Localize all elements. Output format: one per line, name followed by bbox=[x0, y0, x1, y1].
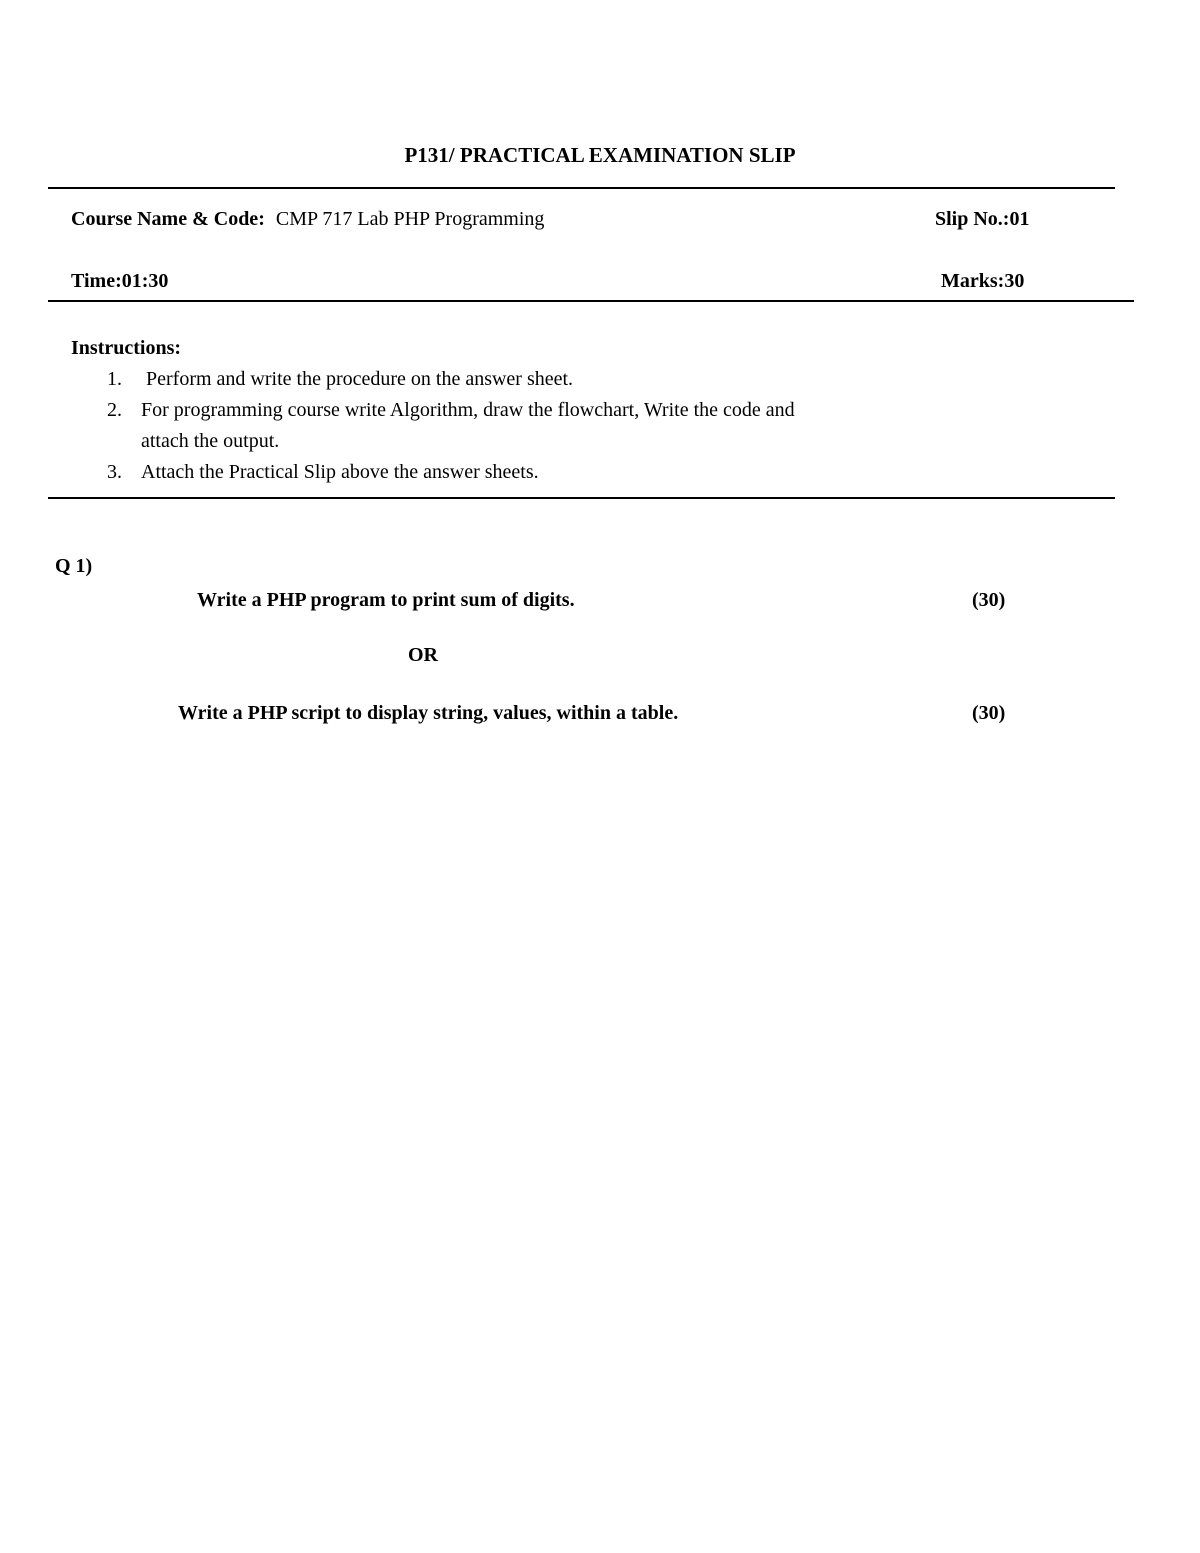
instructions-heading: Instructions: bbox=[71, 337, 182, 359]
slip-value: 01 bbox=[1009, 208, 1030, 230]
instruction-text-continued: attach the output. bbox=[141, 430, 280, 452]
instruction-text: Perform and write the procedure on the answer sheet. bbox=[141, 368, 574, 390]
course-label: Course Name & Code: bbox=[71, 208, 265, 230]
marks-field bbox=[941, 270, 1024, 293]
course-value: CMP 717 Lab PHP Programming bbox=[275, 208, 545, 230]
instruction-number: 2. bbox=[107, 399, 122, 421]
question-or-separator: OR bbox=[408, 644, 438, 666]
question-option-b-marks: (30) bbox=[972, 702, 1006, 724]
top-divider bbox=[48, 187, 1115, 189]
time-value: 01:30 bbox=[121, 270, 169, 292]
info-divider bbox=[48, 300, 1134, 302]
slip-label: Slip No.: bbox=[935, 208, 1010, 230]
page-title: P131/ PRACTICAL EXAMINATION SLIP bbox=[404, 143, 796, 167]
course-row bbox=[71, 208, 544, 231]
instructions-divider bbox=[48, 497, 1115, 499]
slip-number bbox=[935, 208, 1029, 231]
instruction-text: Attach the Practical Slip above the answer sheets. bbox=[141, 461, 539, 483]
instruction-number: 3. bbox=[107, 461, 122, 483]
instruction-text: For programming course write Algorithm, draw the flowchart, Write the code and bbox=[141, 399, 795, 421]
question-label: Q 1) bbox=[55, 555, 93, 577]
time-field bbox=[71, 270, 168, 293]
question-option-a-marks: (30) bbox=[972, 589, 1006, 611]
time-label: Time: bbox=[71, 270, 122, 292]
marks-value: 30 bbox=[1004, 270, 1025, 292]
marks-label: Marks: bbox=[941, 270, 1005, 292]
instruction-number: 1. bbox=[107, 368, 122, 390]
question-option-a: Write a PHP program to print sum of digits. bbox=[197, 589, 575, 611]
question-option-b: Write a PHP script to display string, values, within a table. bbox=[178, 702, 679, 724]
